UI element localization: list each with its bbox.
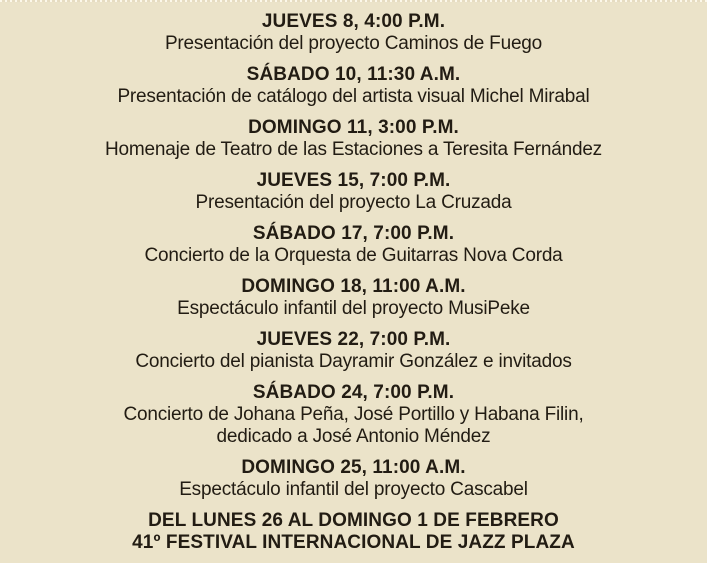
event-datetime: DEL LUNES 26 AL DOMINGO 1 DE FEBRERO xyxy=(148,510,559,531)
event-description: Espectáculo infantil del proyecto MusiPeke xyxy=(177,298,530,319)
event-item xyxy=(0,11,707,55)
event-item xyxy=(0,276,707,320)
event-description: dedicado a José Antonio Méndez xyxy=(216,426,491,447)
event-datetime: SÁBADO 24, 7:00 P.M. xyxy=(252,382,455,403)
event-item xyxy=(0,510,707,554)
event-item xyxy=(0,457,707,501)
event-datetime: DOMINGO 25, 11:00 A.M. xyxy=(241,457,466,478)
event-description: Concierto del pianista Dayramir González e invitados xyxy=(135,351,572,372)
event-description: Concierto de Johana Peña, José Portillo y Habana Filin, xyxy=(123,404,584,425)
event-datetime: JUEVES 22, 7:00 P.M. xyxy=(256,329,451,350)
event-description: Presentación del proyecto La Cruzada xyxy=(195,192,512,213)
event-description: Presentación del proyecto Caminos de Fuego xyxy=(164,33,543,54)
event-description: 41º FESTIVAL INTERNACIONAL DE JAZZ PLAZA xyxy=(132,532,575,553)
event-item xyxy=(0,382,707,448)
event-description: Homenaje de Teatro de las Estaciones a Teresita Fernández xyxy=(105,139,602,160)
event-datetime: SÁBADO 17, 7:00 P.M. xyxy=(252,223,455,244)
event-datetime: DOMINGO 11, 3:00 P.M. xyxy=(248,117,459,138)
event-description: Espectáculo infantil del proyecto Cascabel xyxy=(179,479,528,500)
event-item xyxy=(0,329,707,373)
event-item xyxy=(0,170,707,214)
event-datetime: JUEVES 8, 4:00 P.M. xyxy=(261,11,446,32)
event-item xyxy=(0,117,707,161)
event-datetime: SÁBADO 10, 11:30 A.M. xyxy=(246,64,461,85)
event-datetime: JUEVES 15, 7:00 P.M. xyxy=(256,170,451,191)
event-item xyxy=(0,223,707,267)
event-datetime: DOMINGO 18, 11:00 A.M. xyxy=(241,276,466,297)
event-item xyxy=(0,64,707,108)
event-description: Concierto de la Orquesta de Guitarras Nova Corda xyxy=(144,245,563,266)
event-description: Presentación de catálogo del artista visual Michel Mirabal xyxy=(117,86,590,107)
